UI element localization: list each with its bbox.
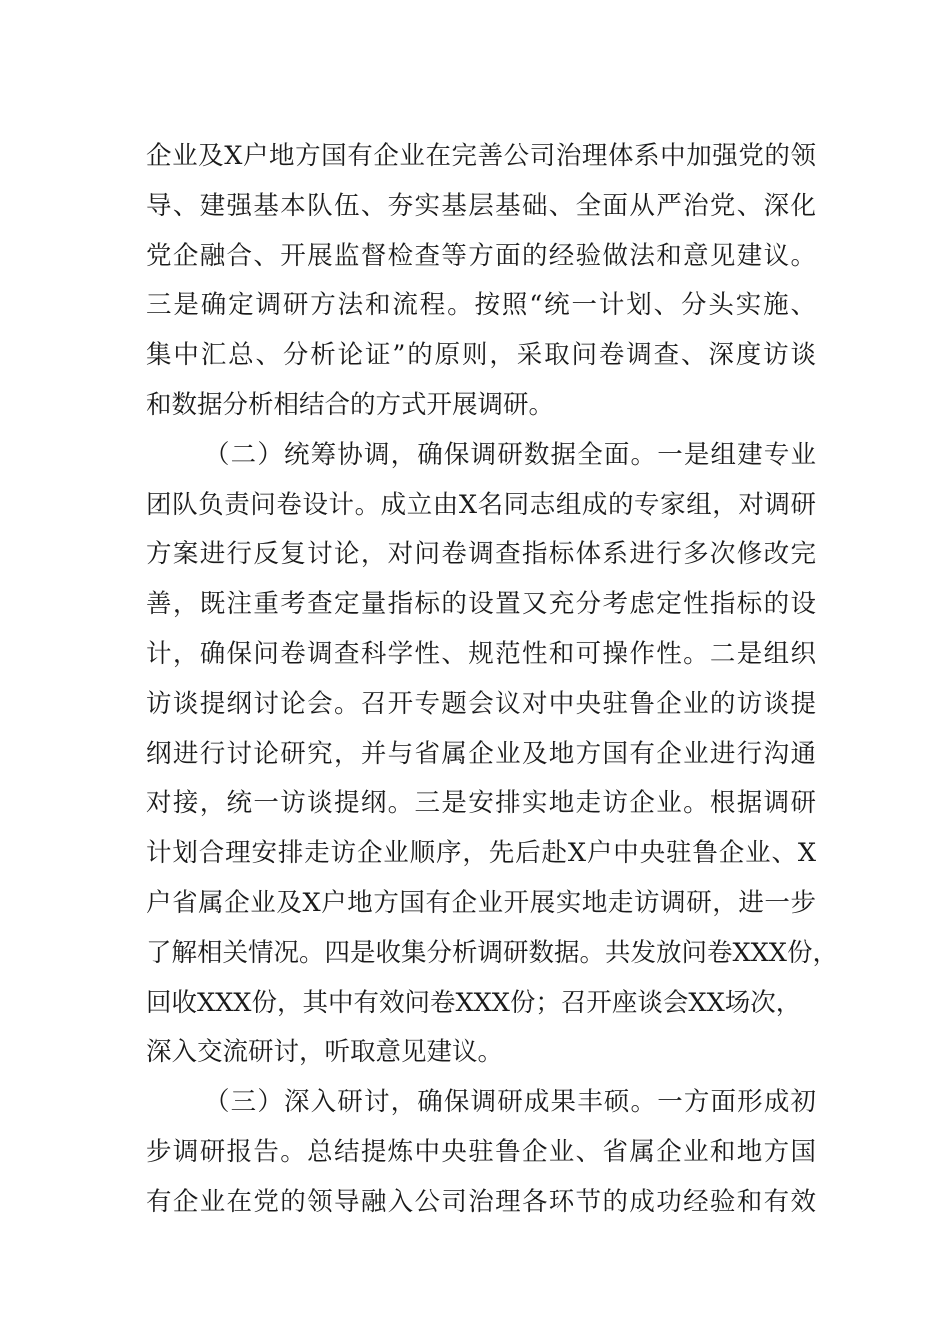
text-line: 和数据分析相结合的方式开展调研。 [146,389,555,420]
text-line: 有企业在党的领导融入公司治理各环节的成功经验和有效 [146,1186,816,1217]
text-line: 企业及X户地方国有企业在完善公司治理体系中加强党的领 [146,141,816,171]
text-line: 方案进行反复讨论，对问卷调查指标体系进行多次修改完 [146,539,816,570]
text-line: 集中汇总、分析论证”的原则，采取问卷调查、深度访谈 [146,340,816,371]
text-line: （二）统筹协调，确保调研数据全面。一是组建专业 [204,439,816,470]
text-line: （三）深入研讨，确保调研成果丰硕。一方面形成初 [204,1087,816,1118]
text-line: 计划合理安排走访企业顺序，先后赴X户中央驻鲁企业、X [146,838,816,869]
text-line: 计，确保问卷调查科学性、规范性和可操作性。二是组织 [146,638,816,669]
text-line: 回收XXX份，其中有效问卷XXX份；召开座谈会XX场次， [146,987,802,1018]
text-line: 团队负责问卷设计。成立由X名同志组成的专家组，对调研 [146,489,816,520]
text-line: 步调研报告。总结提炼中央驻鲁企业、省属企业和地方国 [146,1136,816,1167]
text-line: 了解相关情况。四是收集分析调研数据。共发放问卷XXX份， [146,937,838,968]
text-line: 导、建强基本队伍、夯实基层基础、全面从严治党、深化 [146,190,816,221]
text-line: 户省属企业及X户地方国有企业开展实地走访调研，进一步 [146,887,816,918]
text-line: 访谈提纲讨论会。召开专题会议对中央驻鲁企业的访谈提 [146,688,816,719]
text-line: 对接，统一访谈提纲。三是安排实地走访企业。根据调研 [146,788,816,819]
text-line: 党企融合、开展监督检查等方面的经验做法和意见建议。 [146,240,816,271]
text-line: 三是确定调研方法和流程。按照“统一计划、分头实施、 [146,290,816,321]
text-line: 纲进行讨论研究，并与省属企业及地方国有企业进行沟通 [146,738,816,769]
text-line: 善，既注重考查定量指标的设置又充分考虑定性指标的设 [146,589,816,620]
body-text [146,132,838,1228]
text-line: 深入交流研讨，听取意见建议。 [146,1037,504,1068]
